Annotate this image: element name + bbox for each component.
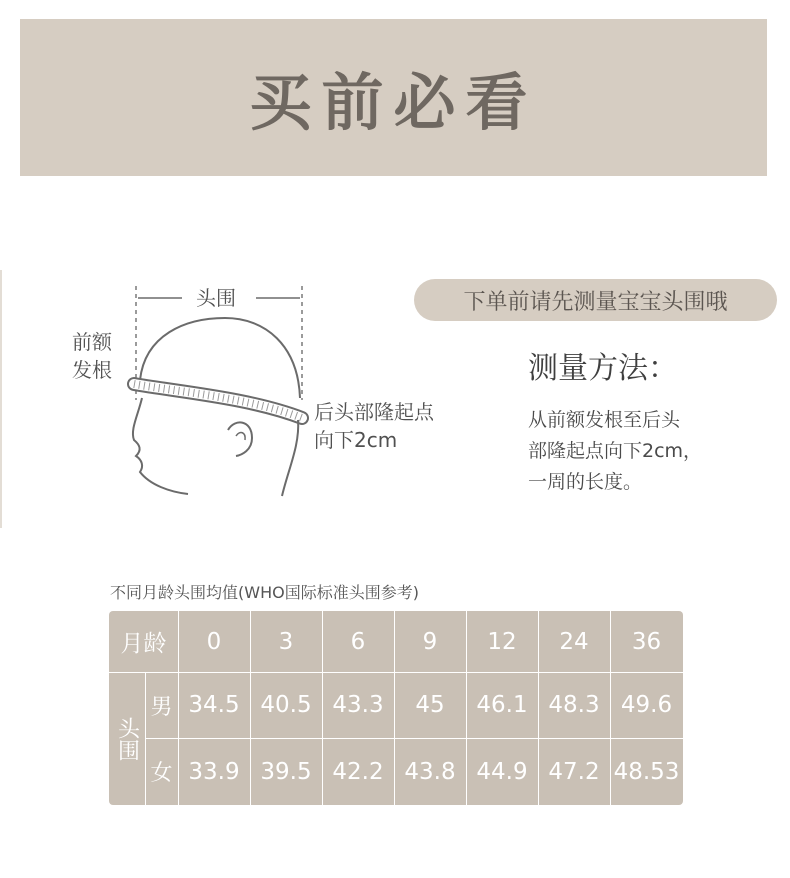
table-cell: 42.2	[332, 758, 384, 785]
table-cell: 44.9	[476, 758, 528, 785]
table-cell: 34.5	[188, 692, 240, 718]
header-month: 36	[631, 628, 662, 655]
group-label: 头围	[114, 716, 140, 761]
header-month: 6	[350, 628, 366, 655]
header-month: 9	[422, 628, 438, 655]
page-title: 买前必看	[249, 66, 538, 139]
header-month: 12	[487, 628, 517, 655]
header-month: 3	[278, 628, 294, 655]
table-cell: 43.3	[332, 692, 384, 718]
head-measure-illustration	[60, 280, 460, 510]
head-circumference-table	[109, 611, 683, 805]
header-banner	[20, 19, 767, 176]
back-head-label-line1: 后头部隆起点	[314, 400, 434, 424]
table-cell: 39.5	[260, 758, 312, 785]
method-line: 从前额发根至后头	[528, 409, 681, 431]
method-line: 部隆起点向下2cm，	[528, 440, 703, 462]
baby-head-drawing	[60, 280, 460, 510]
circumference-label: 头围	[196, 286, 236, 310]
edge-divider	[0, 270, 2, 528]
table-cell: 40.5	[260, 692, 312, 718]
method-description	[528, 405, 768, 498]
header-month: 24	[559, 628, 589, 655]
table-cell: 47.2	[548, 758, 600, 785]
back-head-label-line2: 向下2cm	[314, 428, 398, 452]
measure-notice-pill	[414, 279, 777, 321]
row-label-male: 男	[150, 694, 173, 720]
table-cell: 43.8	[404, 758, 456, 785]
header-month-label: 月龄	[120, 631, 167, 657]
table-cell: 49.6	[620, 692, 673, 718]
table-cell: 46.1	[476, 692, 528, 718]
method-title: 测量方法：	[528, 351, 678, 386]
header-month: 0	[206, 628, 222, 655]
measure-notice-text: 下单前请先测量宝宝头围哦	[463, 289, 728, 315]
table-cell: 33.9	[188, 758, 240, 785]
table-cell: 45	[415, 692, 445, 718]
table-caption: 不同月龄头围均值(WHO国际标准头围参考)	[110, 583, 419, 602]
forehead-label-line2: 发根	[72, 358, 112, 382]
forehead-label-line1: 前额	[72, 330, 112, 354]
row-label-female: 女	[150, 761, 173, 786]
table-cell: 48.3	[548, 692, 600, 718]
table-cell: 48.53	[613, 758, 680, 785]
method-line: 一周的长度。	[528, 471, 643, 493]
